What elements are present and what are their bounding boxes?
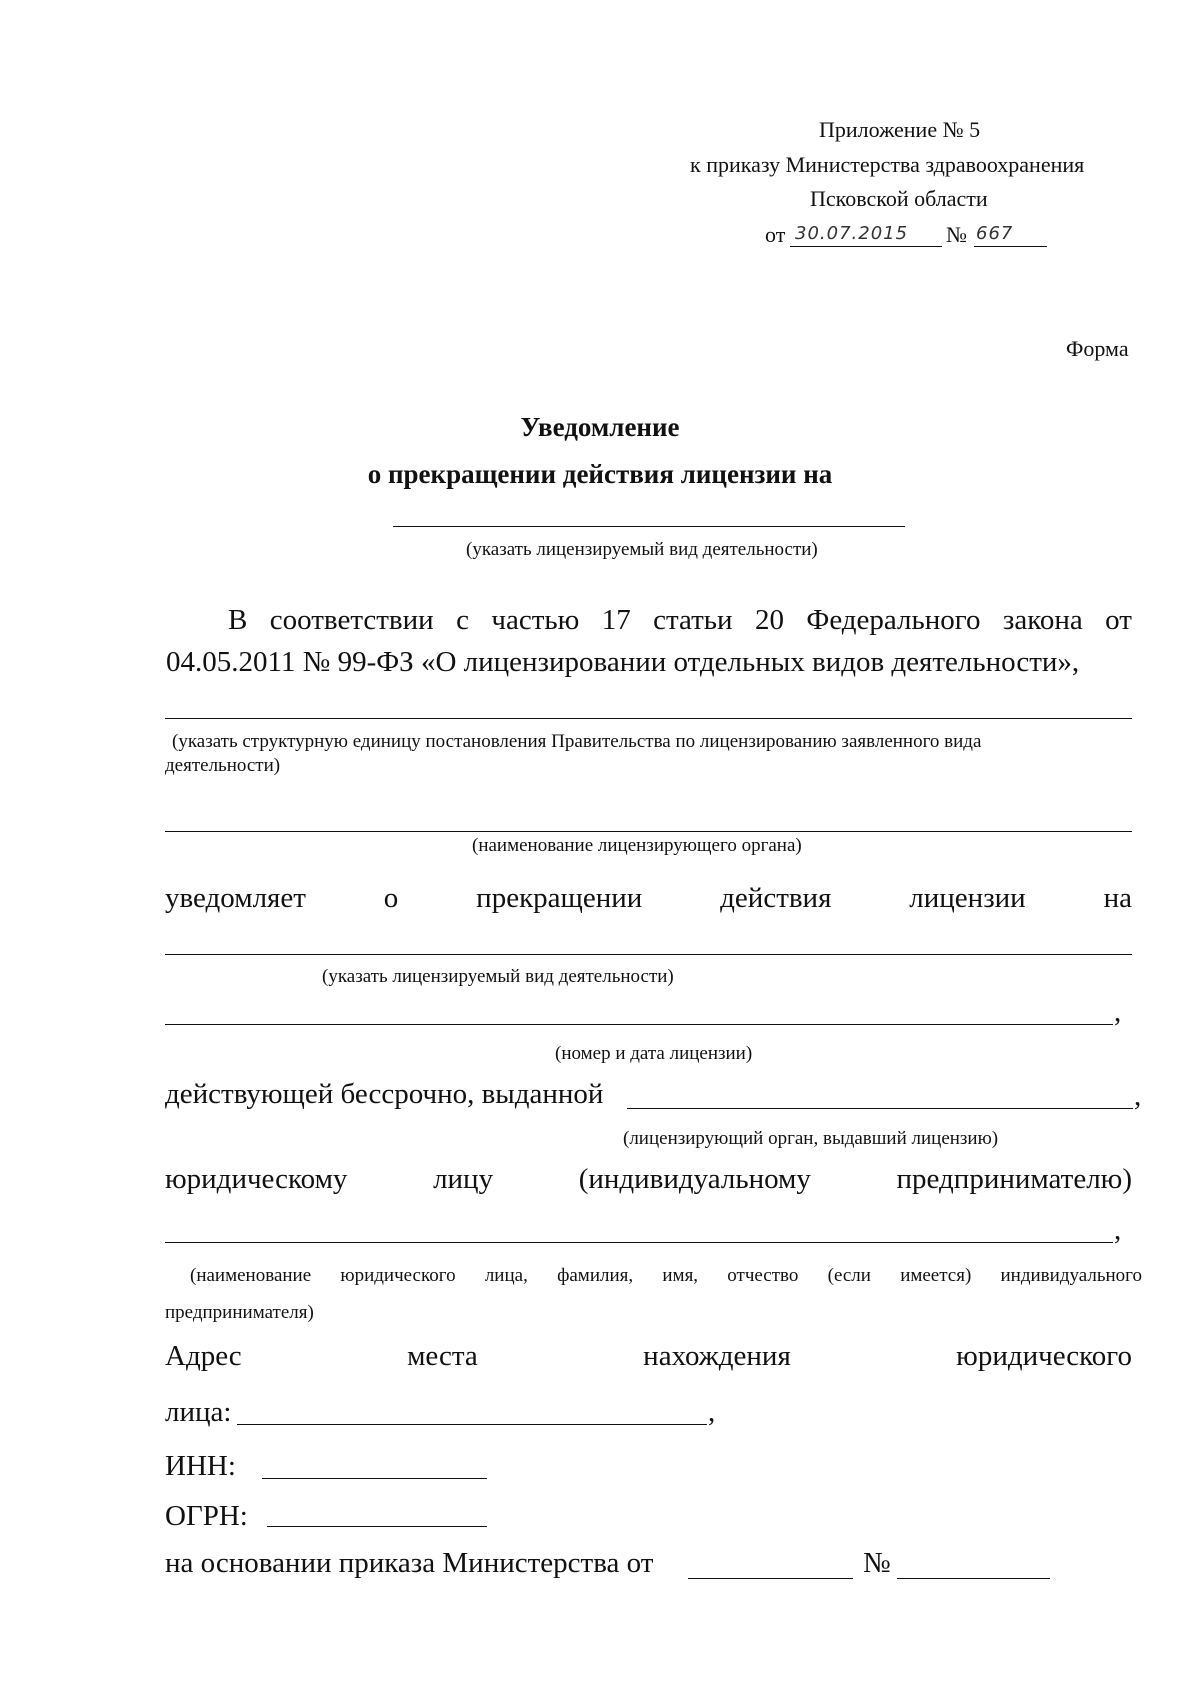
word: Адрес	[165, 1340, 242, 1372]
notifies-line	[165, 882, 1132, 915]
word: отчество	[727, 1265, 799, 1286]
word: (если	[827, 1265, 871, 1286]
word: уведомляет	[165, 882, 306, 914]
order-number-handwritten: 667	[976, 223, 1014, 244]
inn-line	[262, 1478, 487, 1479]
structural-unit-hint: (указать структурную единицу постановления Правительства по лицензированию заявленного вида	[172, 731, 982, 752]
word: места	[407, 1340, 478, 1372]
valid-indefinitely-text: действующей бессрочно, выданной	[165, 1078, 604, 1110]
issuer-hint: (лицензирующий орган, выдавший лицензию)	[623, 1128, 999, 1149]
activity-line	[165, 954, 1132, 955]
order-reference: к приказу Министерства здравоохранения	[690, 152, 1085, 177]
order-date-line	[790, 246, 942, 247]
form-label: Форма	[1066, 336, 1129, 361]
inn-label: ИНН:	[165, 1450, 236, 1482]
paragraph-line-1	[228, 604, 1132, 637]
order-date-handwritten: 30.07.2015	[795, 223, 909, 244]
word: статьи	[653, 604, 733, 636]
word: закона	[1002, 604, 1083, 636]
order-number-prefix: №	[946, 222, 967, 247]
address-comma: ,	[708, 1396, 716, 1428]
issuer-line	[627, 1108, 1133, 1109]
word: В	[228, 604, 248, 636]
word: имеется)	[900, 1265, 972, 1286]
word: фамилия,	[557, 1265, 634, 1286]
word: юридического	[340, 1265, 456, 1286]
address-line	[165, 1340, 1132, 1373]
order-number-line	[974, 246, 1047, 247]
word: действия	[720, 882, 832, 914]
ogrn-line	[267, 1526, 487, 1527]
word: лица,	[484, 1265, 528, 1286]
structural-unit-line	[165, 718, 1132, 719]
document-subtitle: о прекращении действия лицензии на	[367, 459, 833, 489]
basis-date-line	[688, 1578, 853, 1579]
entity-name-line	[165, 1242, 1113, 1243]
word: (наименование	[190, 1265, 312, 1286]
word: 17	[601, 604, 631, 636]
word: с	[456, 604, 469, 636]
word: соответствии	[269, 604, 434, 636]
authority-line	[165, 831, 1132, 832]
word: 20	[754, 604, 784, 636]
word: предпринимателю)	[896, 1163, 1132, 1195]
basis-text: на основании приказа Министерства от	[165, 1547, 654, 1579]
structural-unit-hint-2: деятельности)	[165, 755, 281, 776]
word: лицензии	[909, 882, 1026, 914]
license-hint: (номер и дата лицензии)	[555, 1043, 753, 1064]
title-activity-line	[393, 526, 905, 527]
entity-name-comma: ,	[1114, 1214, 1122, 1246]
authority-hint: (наименование лицензирующего органа)	[472, 835, 802, 856]
paragraph-line-2: 04.05.2011 № 99-ФЗ «О лицензировании отдельных видов деятельности»,	[166, 646, 1080, 678]
word: прекращении	[476, 882, 643, 914]
basis-number-line	[897, 1578, 1050, 1579]
word: от	[1105, 604, 1132, 636]
activity-hint: (указать лицензируемый вид деятельности)	[322, 966, 674, 987]
word: лицу	[433, 1163, 494, 1195]
appendix-number: Приложение № 5	[819, 117, 981, 142]
word: юридическому	[165, 1163, 348, 1195]
word: нахождения	[643, 1340, 791, 1372]
license-line	[165, 1024, 1113, 1025]
license-line-comma: ,	[1114, 996, 1122, 1028]
word: на	[1103, 882, 1132, 914]
word: о	[383, 882, 399, 914]
address-line-field	[237, 1424, 707, 1425]
word: юридического	[956, 1340, 1132, 1372]
entity-line	[165, 1163, 1132, 1196]
ogrn-label: ОГРН:	[165, 1500, 248, 1532]
title-activity-hint: (указать лицензируемый вид деятельности)	[466, 539, 818, 560]
order-date-prefix: от	[765, 222, 786, 247]
word: имя,	[662, 1265, 699, 1286]
word: (индивидуальному	[578, 1163, 811, 1195]
word: частью	[491, 604, 580, 636]
region-name: Псковской области	[810, 186, 988, 211]
word: Федерального	[806, 604, 981, 636]
address-label: лица:	[165, 1396, 232, 1428]
entity-hint-2: предпринимателя)	[165, 1302, 314, 1323]
entity-hint	[190, 1265, 1142, 1287]
document-title: Уведомление	[520, 412, 680, 442]
word: индивидуального	[1000, 1265, 1142, 1286]
issuer-line-comma: ,	[1134, 1080, 1142, 1112]
basis-number-label: №	[863, 1547, 891, 1579]
